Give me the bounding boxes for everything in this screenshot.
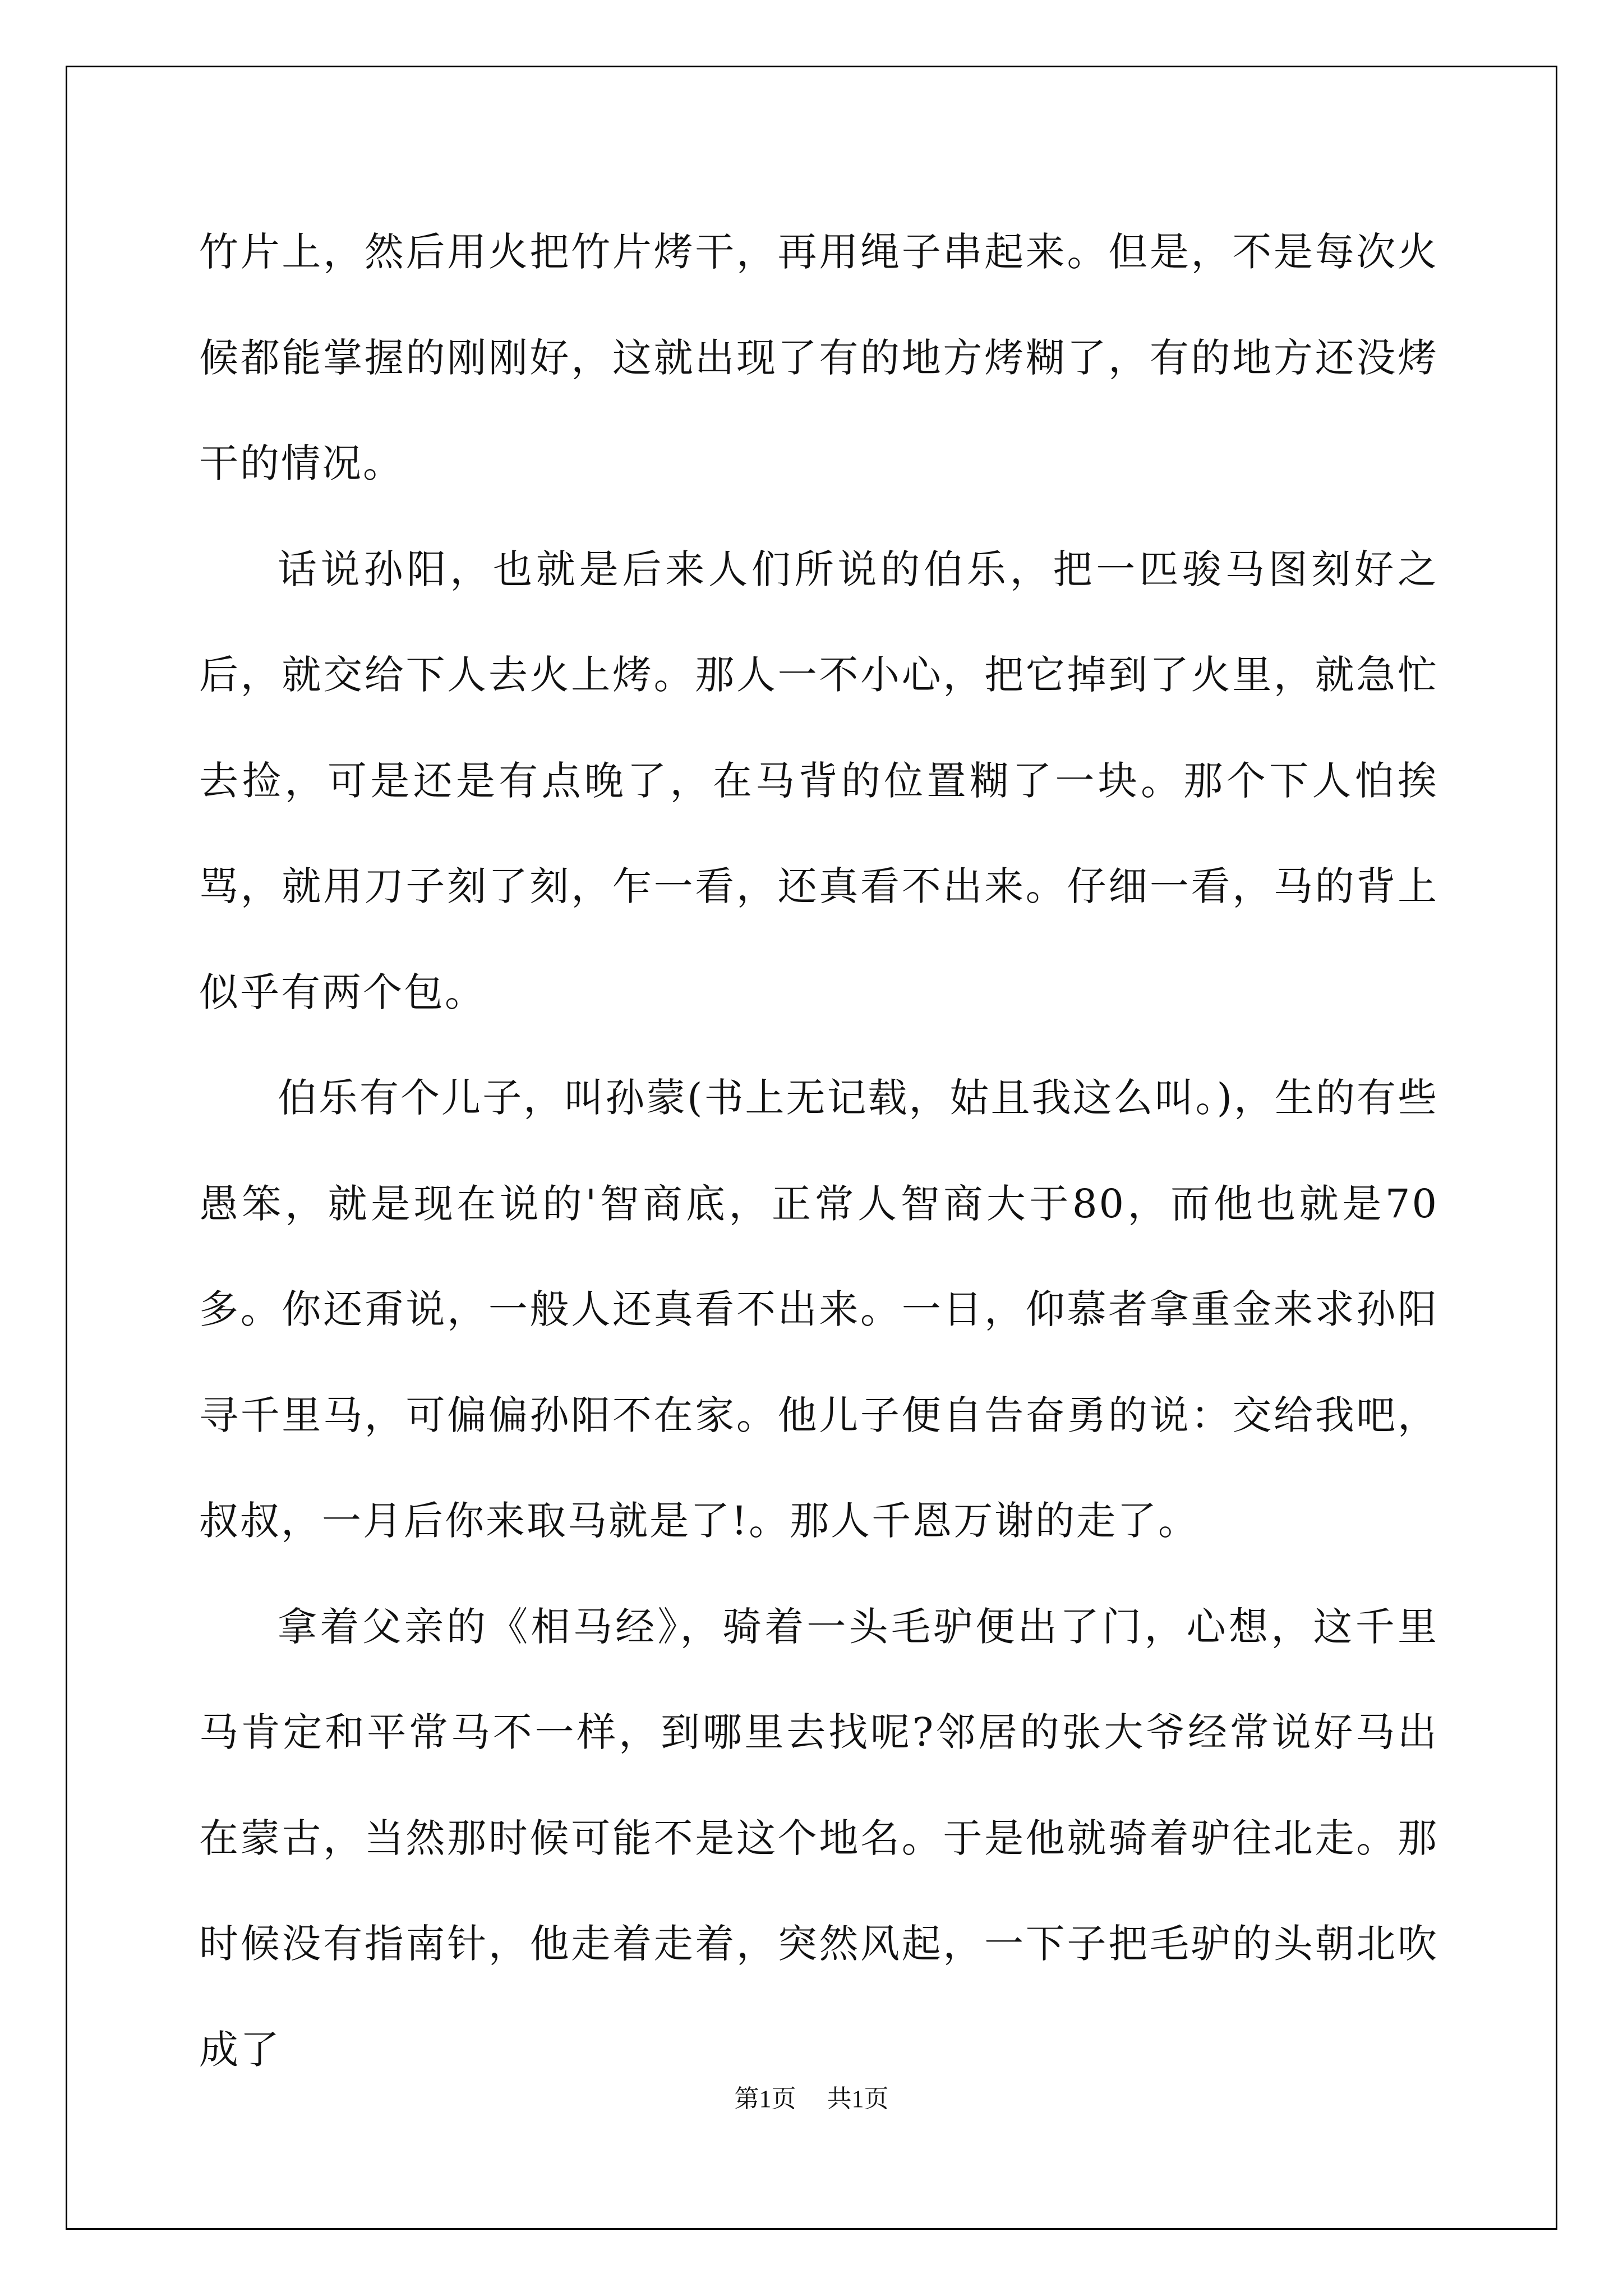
page-number: 第1页 — [734, 2085, 796, 2113]
page-total: 共1页 — [827, 2085, 889, 2113]
paragraph-sun-meng: 伯乐有个儿子，叫孙蒙(书上无记载，姑且我这么叫。)，生的有些愚笨，就是现在说的'智商底，正常人智商大于80，而他也就是70多。你还甭说，一般人还真看不出来。一日，仰慕者拿重金来求孙阳寻千里马，可偏偏孙阳不在家。他儿子便自告奋勇的说：交给我吧，叔叔，一月后你来取马就是了!。那人千恩万谢的走了。 — [199, 1075, 1438, 1544]
page-footer — [0, 2078, 1623, 2114]
paragraph-journey: 拿着父亲的《相马经》，骑着一头毛驴便出了门，心想，这千里马肯定和平常马不一样，到哪里去找呢?邻居的张大爷经常说好马出在蒙古，当然那时候可能不是这个地名。于是他就骑着驴往北走。那时候没有指南针，他走着走着，突然风起，一下子把毛驴的头朝北吹成了 — [199, 1603, 1438, 2073]
document-body — [199, 199, 1438, 2102]
paragraph-sun-yang: 话说孙阳，也就是后来人们所说的伯乐，把一匹骏马图刻好之后，就交给下人去火上烤。那人一不小心，把它掉到了火里，就急忙去捡，可是还是有点晚了，在马背的位置糊了一块。那个下人怕挨骂，就用刀子刻了刻，乍一看，还真看不出来。仔细一看，马的背上似乎有两个包。 — [199, 546, 1438, 1015]
paragraph-continuation: 竹片上，然后用火把竹片烤干，再用绳子串起来。但是，不是每次火候都能掌握的刚刚好，这就出现了有的地方烤糊了，有的地方还没烤干的情况。 — [199, 229, 1438, 486]
